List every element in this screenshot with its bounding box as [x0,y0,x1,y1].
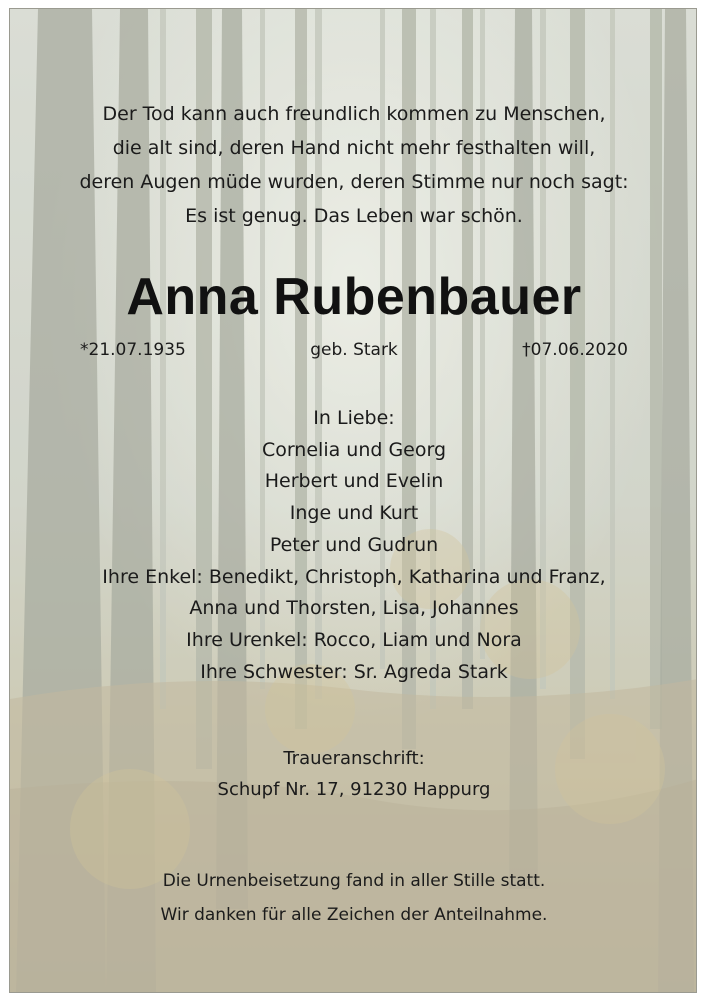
mourner-line: Anna und Thorsten, Lisa, Johannes [189,597,519,620]
birth-date: *21.07.1935 [80,340,186,360]
mourner-line: Cornelia und Georg [261,438,447,461]
obituary-frame [9,8,697,993]
address-label: Traueranschrift: [283,748,425,769]
closing-note [10,864,697,932]
mourner-line: Ihre Urenkel: Rocco, Liam und Nora [186,628,522,651]
mourner-line: Peter und Gudrun [269,533,439,556]
poem [10,97,697,233]
poem-line: Der Tod kann auch freundlich kommen zu Menschen, [102,103,606,125]
mourners-list [10,403,697,688]
mourner-line: Ihre Schwester: Sr. Agreda Stark [200,660,508,683]
address-value: Schupf Nr. 17, 91230 Happurg [217,779,491,800]
poem-line: Es ist genug. Das Leben war schön. [185,205,523,227]
closing-line: Die Urnenbeisetzung fand in aller Stille statt. [162,871,546,891]
mourning-address [10,743,697,805]
poem-line: die alt sind, deren Hand nicht mehr festhalten will, [112,137,596,159]
death-date: †07.06.2020 [522,340,628,360]
mourner-line: Inge und Kurt [289,502,419,525]
maiden-name: geb. Stark [310,340,398,360]
mourner-line: Ihre Enkel: Benedikt, Christoph, Katharina und Franz, [102,565,606,588]
mourners-intro: In Liebe: [313,407,395,429]
mourner-line: Herbert und Evelin [264,470,444,493]
deceased-name: Anna Rubenbauer [126,268,582,326]
poem-line: deren Augen müde wurden, deren Stimme nur noch sagt: [79,171,629,193]
closing-line: Wir danken für alle Zeichen der Anteilnahme. [160,905,548,925]
